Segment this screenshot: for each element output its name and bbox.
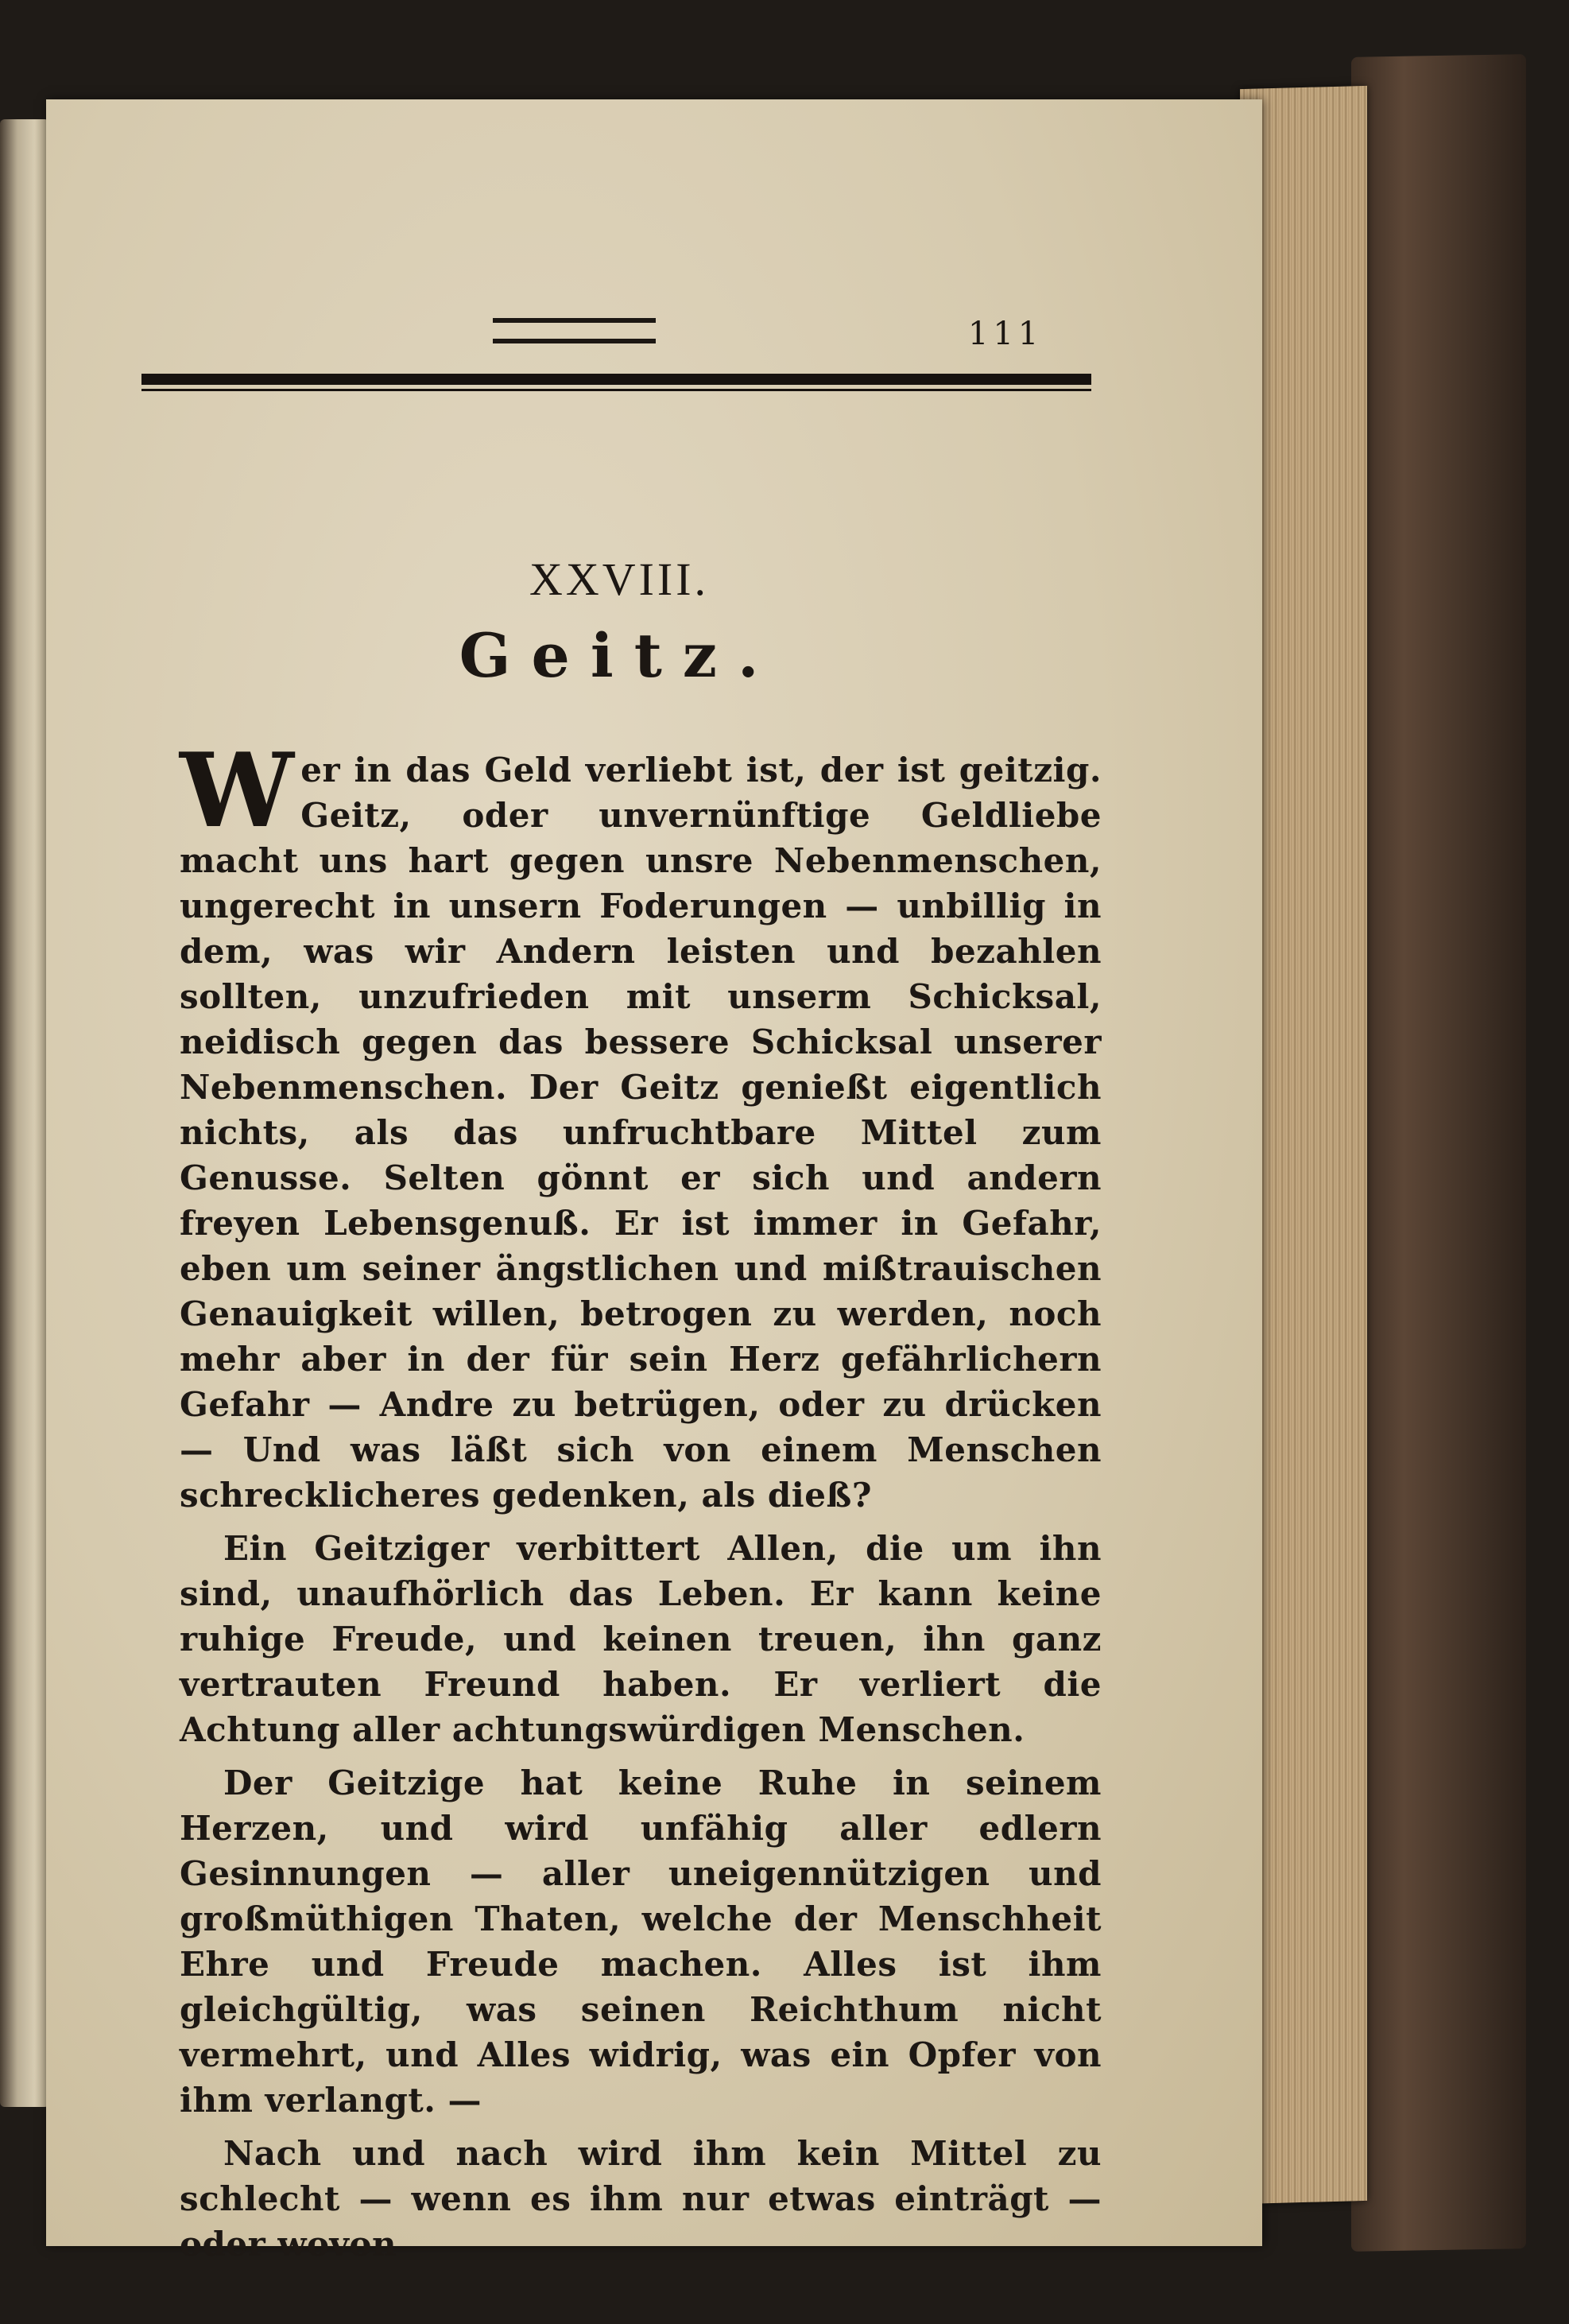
paragraph-1 — [180, 731, 1102, 1518]
book-cover-edge — [1351, 54, 1526, 2252]
drop-cap: W — [180, 731, 295, 851]
paragraph-2: Ein Geitziger verbittert Allen, die um ihn sind, unaufhörlich das Leben. Er kann keine ruhige Freude, und keinen treuen, ihn ganz vertrauten Freund haben. Er verliert die Achtung aller achtungswürdigen Menschen. — [180, 1529, 1102, 1749]
paragraph-4: Nach und nach wird ihm kein Mittel zu schlecht — wenn es ihm nur etwas einträgt — oder wovon — [180, 2134, 1102, 2264]
paragraph-1-text: er in das Geld verliebt ist, der ist geitzig. Geitz, oder unvernünftige Geldliebe macht uns hart gegen unsre Nebenmenschen, ungerecht in unsern Foderungen — unbillig in dem, was wir Andern leisten und bezahlen sollten, unzufrieden mit unserm Schicksal, neidisch gegen das bessere Schicksal unserer Nebenmenschen. Der Geitz genießt eigentlich nichts, als das unfruchtbare Mittel zum Genusse. Selten gönnt er sich und andern freyen Lebensgenuß. Er ist immer in Gefahr, eben um seiner ängstlichen und mißtrauischen Genauigkeit willen, betrogen zu werden, noch mehr aber in der für sein Herz gefährlichern Gefahr — Andre zu betrügen, oder zu drücken — Und was läßt sich von einem Menschen schrecklicheres gedenken, als dieß? — [180, 751, 1102, 1515]
body-text — [180, 731, 1102, 2267]
header-ornament — [493, 318, 656, 343]
page-number: 111 — [968, 316, 1044, 352]
book-page — [46, 99, 1262, 2264]
chapter-number: XXVIII. — [529, 553, 710, 605]
chapter-title: Geitz. — [459, 620, 780, 691]
header-rule-thin — [141, 389, 1091, 391]
facing-page-edge — [0, 119, 49, 2107]
header-rule — [141, 374, 1091, 385]
paragraph-3: Der Geitzige hat keine Ruhe in seinem Herzen, und wird unfähig aller edlern Gesinnungen — aller uneigennützigen und großmüthigen Thaten, welche der Menschheit Ehre und Freude machen. Alles ist ihm gleichgültig, was seinen Reichthum nicht vermehrt, und Alles widrig, was ein Opfer von ihm verlangt. — — [180, 1763, 1102, 2120]
